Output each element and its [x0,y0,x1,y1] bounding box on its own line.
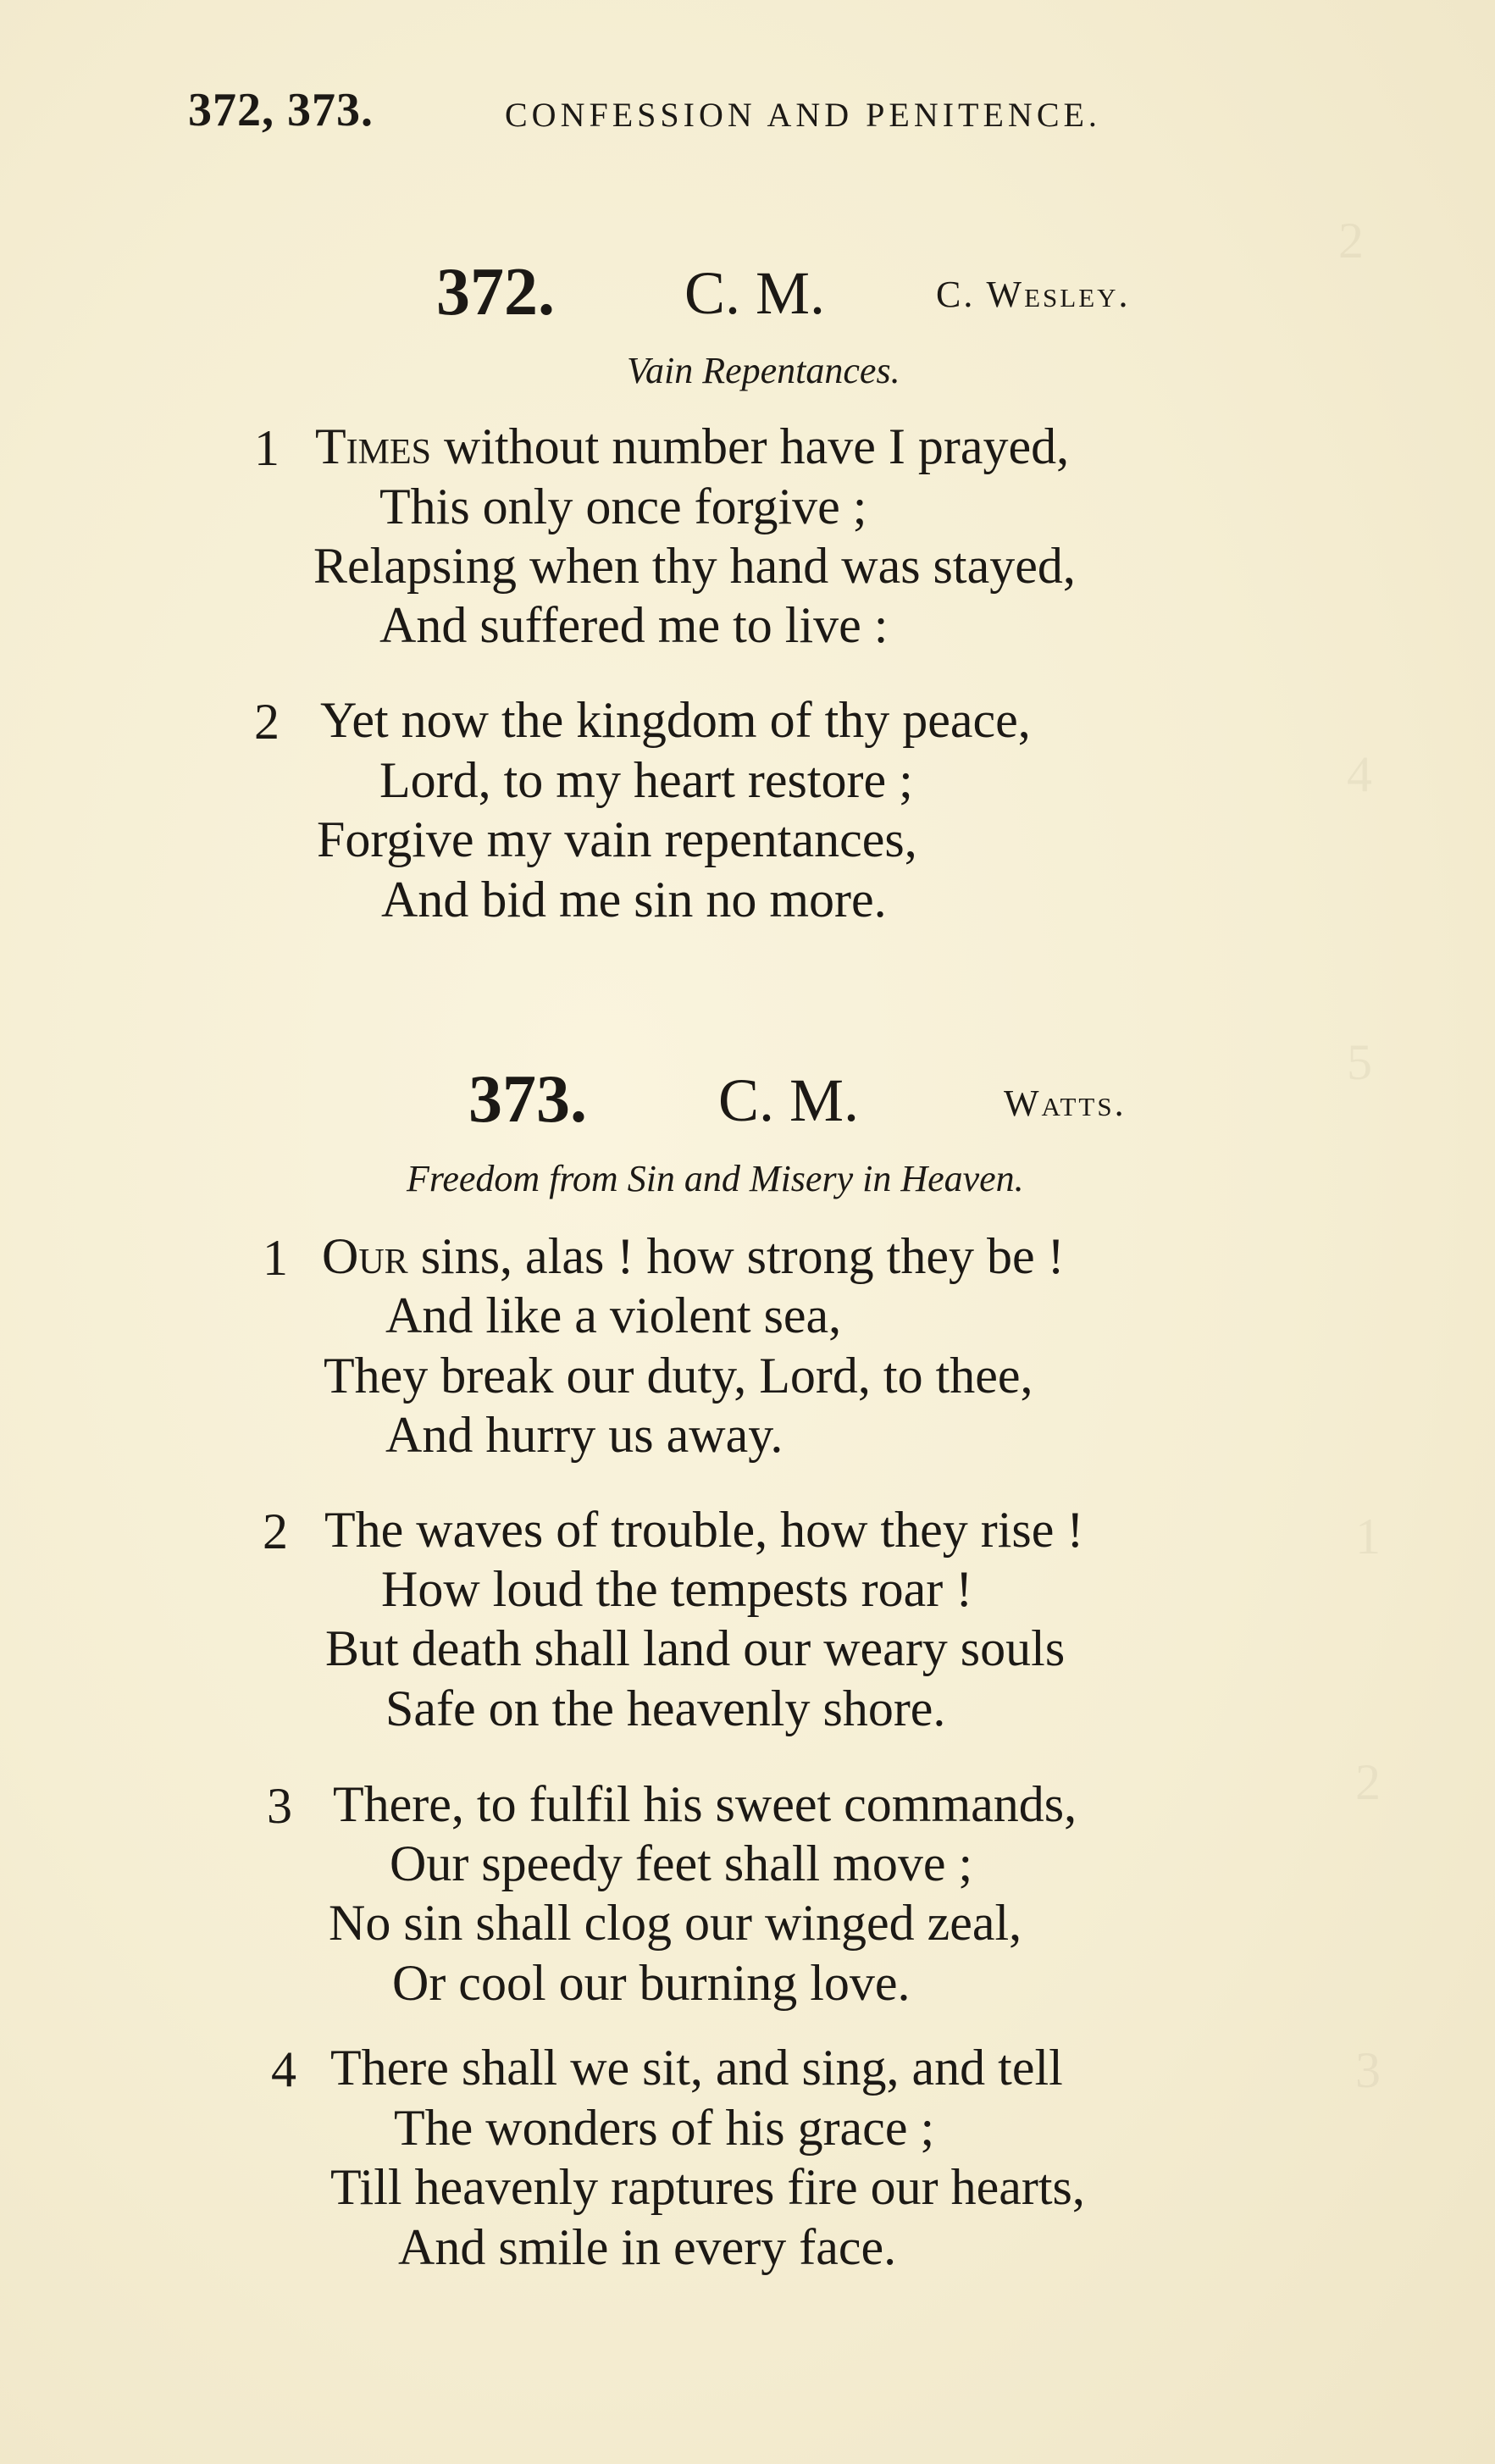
bleed-through-mark: 1 [1355,1509,1381,1564]
verse-line: Relapsing when thy hand was stayed, [313,538,1076,594]
hymn-subtitle: Freedom from Sin and Misery in Heaven. [407,1158,1024,1199]
bleed-through-mark: 4 [1347,746,1372,802]
verse-line: They break our duty, Lord, to thee, [324,1348,1033,1404]
verse-line [322,1226,1065,1286]
hymn-number: 372. [436,255,555,329]
verse-line: And hurry us away. [385,1407,783,1463]
verse-first-rest: There, to fulfil his sweet commands, [333,1776,1077,1832]
verse-first-rest: The waves of trouble, how they rise ! [324,1502,1084,1558]
verse-line: The wonders of his grace ; [394,2100,935,2156]
verse-line: Or cool our burning love. [392,1955,911,2011]
verse-line: How loud the tempests roar ! [381,1561,973,1617]
hymn-author: Watts. [1004,1082,1127,1124]
verse-line [324,1500,1083,1559]
verse-line: This only once forgive ; [379,479,867,534]
verse-line: No sin shall clog our winged zeal, [329,1895,1022,1951]
verse-line [320,690,1031,750]
verse-line: Forgive my vain repentances, [317,811,917,867]
verse-line [330,2038,1063,2097]
verse-line: And like a violent sea, [385,1287,842,1343]
verse-number: 3 [267,1778,292,1834]
verse-number: 1 [263,1230,288,1286]
page-numbers: 372, 373. [188,84,374,136]
verse-line: But death shall land our weary souls [325,1620,1066,1676]
verse-line: Safe on the heavenly shore. [385,1681,946,1736]
hymn-subtitle: Vain Repentances. [627,350,900,391]
bleed-through-mark: 2 [1355,1754,1381,1810]
verse-first-rest: There shall we sit, and sing, and tell [330,2040,1063,2096]
verse-line: And smile in every face. [398,2219,897,2275]
verse-line: And suffered me to live : [379,597,889,653]
verse-number: 1 [254,420,280,476]
bleed-through-mark: 2 [1338,213,1364,269]
verse-number: 2 [263,1503,288,1559]
verse-line [333,1775,1077,1834]
hymn-number: 373. [468,1062,587,1137]
section-title: CONFESSION AND PENITENCE. [505,96,1101,134]
verse-first-rest: Yet now the kingdom of thy peace, [320,692,1031,748]
verse-number: 2 [254,694,280,750]
verse-line: Lord, to my heart restore ; [379,752,913,808]
verse-line: Till heavenly raptures fire our hearts, [330,2159,1085,2215]
bleed-through-mark: 3 [1355,2042,1381,2098]
verse-line: And bid me sin no more. [381,872,887,927]
hymn-meter: C. M. [684,259,826,327]
verse-first-word: Our [322,1228,408,1284]
verse-first-rest: sins, alas ! how strong they be ! [407,1228,1065,1284]
verse-first-rest: without number have I prayed, [431,418,1070,474]
verse-first-word: Times [315,418,431,474]
hymn-author: C. Wesley. [936,274,1131,315]
bleed-through-mark: 5 [1347,1034,1372,1090]
verse-line: Our speedy feet shall move ; [390,1836,973,1891]
hymn-meter: C. M. [718,1066,860,1134]
verse-line [315,417,1069,476]
verse-number: 4 [271,2041,296,2097]
